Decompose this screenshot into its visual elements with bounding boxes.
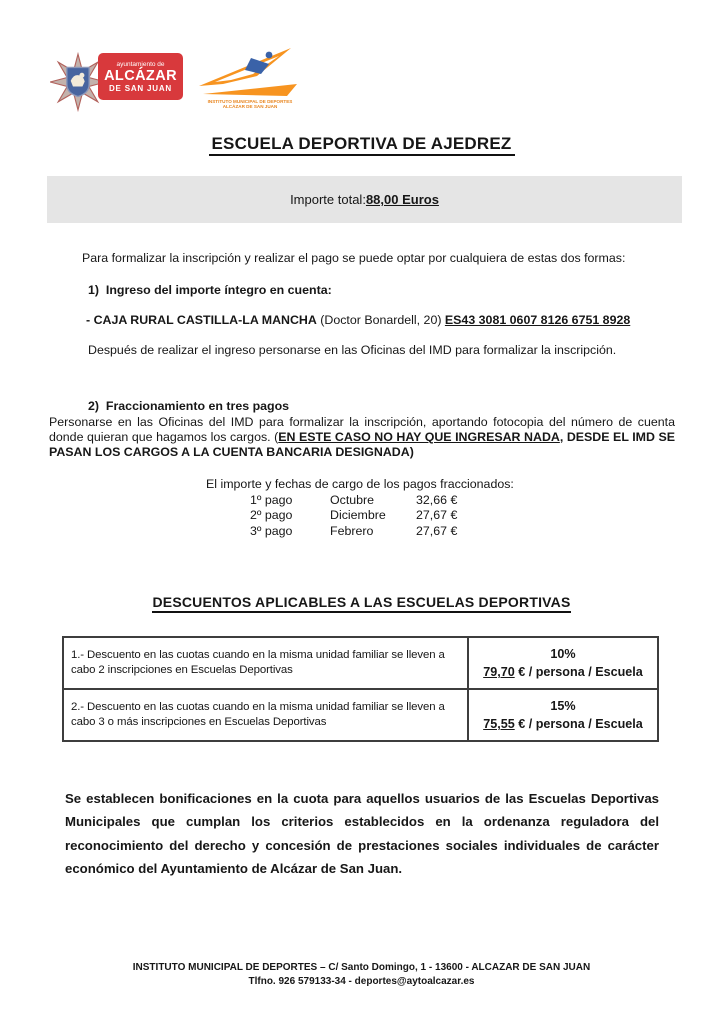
page-title: ESCUELA DEPORTIVA DE AJEDREZ (0, 134, 723, 154)
discount-description: 1.- Descuento en las cuotas cuando en la misma unidad familiar se lleven a cabo 2 inscripciones en Escuelas Deportivas (63, 637, 468, 689)
ayuntamiento-logo-line1: ayuntamiento de (116, 60, 165, 68)
imd-logo-line2: ALCÁZAR DE SAN JUAN (222, 104, 278, 109)
ayuntamiento-logo (50, 44, 184, 120)
ayuntamiento-logo-line2: ALCÁZAR (104, 67, 177, 84)
option1-note: Después de realizar el ingreso personarse en las Oficinas del IMD para formalizar la inscripción. (88, 343, 617, 357)
payment-label: 2º pago (250, 508, 293, 523)
payment-row (250, 508, 457, 523)
importe-total-box (47, 176, 682, 223)
payment-amount: 32,66 € (416, 493, 458, 507)
imd-logo (197, 46, 303, 110)
bank-iban: ES43 3081 0607 8126 6751 8928 (444, 313, 631, 327)
importe-total-label: Importe total: (290, 192, 366, 207)
bank-name: - CAJA RURAL CASTILLA-LA MANCHA (86, 313, 317, 327)
option2-warning: EN ESTE CASO NO HAY QUE INGRESAR NADA (278, 430, 560, 445)
discounts-heading: DESCUENTOS APLICABLES A LAS ESCUELAS DEPORTIVAS (0, 594, 723, 612)
discount-price: 79,70 (483, 665, 515, 679)
table-row (63, 689, 658, 741)
discount-value (468, 689, 658, 741)
intro-paragraph: Para formalizar la inscripción y realizar el pago se puede optar por cualquiera de estas dos formas: (82, 251, 626, 265)
payment-amount: 27,67 € (416, 523, 458, 538)
bonus-paragraph: Se establecen bonificaciones en la cuota para aquellos usuarios de las Escuelas Deportivas Municipales que cumplan los criterios establecidos en la ordenanza reguladora del reconocimiento del derecho y concesión de prestaciones sociales individuales de carácter económico del Ayuntamiento de Alcázar de San Juan. (65, 791, 659, 877)
discount-price-suffix: € / persona / Escuela (514, 717, 643, 731)
page-footer (0, 961, 723, 988)
option1-heading: 1) Ingreso del importe íntegro en cuenta: (88, 283, 332, 297)
option2-paragraph: Personarse en las Oficinas del IMD para formalizar la inscripción, aportando fotocopia del número de cuenta donde quieran que hagamos los cargos. (EN ESTE CASO NO HAY QUE INGRESAR NADA, DESDE EL IMD SE PASAN LOS CARGOS A LA CUENTA BANCARIA DESIGNADA) (49, 415, 675, 460)
discounts-table (62, 636, 659, 742)
discount-percent: 15% (550, 699, 576, 713)
discount-description: 2.- Descuento en las cuotas cuando en la misma unidad familiar se lleven a cabo 3 o más inscripciones en Escuelas Deportivas (63, 689, 468, 741)
ayuntamiento-logo-text (98, 53, 183, 100)
footer-address: INSTITUTO MUNICIPAL DE DEPORTES – C/ Santo Domingo, 1 - 13600 - ALCAZAR DE SAN JUAN (132, 962, 591, 973)
payment-label: 3º pago (250, 523, 293, 538)
payment-label: 1º pago (250, 493, 293, 507)
payment-row (250, 493, 457, 508)
bank-account-line (86, 313, 630, 327)
payment-row (250, 524, 457, 539)
imd-runner-icon (197, 46, 303, 110)
imd-logo-line1: INSTITUTO MUNICIPAL DE DEPORTES (207, 99, 293, 104)
discount-percent: 10% (550, 647, 576, 661)
payment-month: Octubre (330, 493, 375, 507)
option2-heading: 2) Fraccionamiento en tres pagos (88, 399, 290, 413)
ayuntamiento-logo-line3: DE SAN JUAN (108, 83, 173, 93)
payment-amount: 27,67 € (416, 508, 458, 523)
table-row (63, 637, 658, 689)
payments-table (250, 493, 457, 539)
payment-month: Febrero (330, 523, 374, 538)
discount-price: 75,55 (483, 717, 515, 731)
discount-price-suffix: € / persona / Escuela (514, 665, 643, 679)
payment-month: Diciembre (330, 508, 386, 523)
importe-total-value: 88,00 Euros (365, 192, 439, 207)
discount-value (468, 637, 658, 689)
bank-address: (Doctor Bonardell, 20) (316, 313, 445, 327)
payments-intro: El importe y fechas de cargo de los pagos fraccionados: (206, 477, 514, 491)
footer-contact: Tlfno. 926 579133-34 - deportes@aytoalcazar.es (248, 975, 475, 987)
